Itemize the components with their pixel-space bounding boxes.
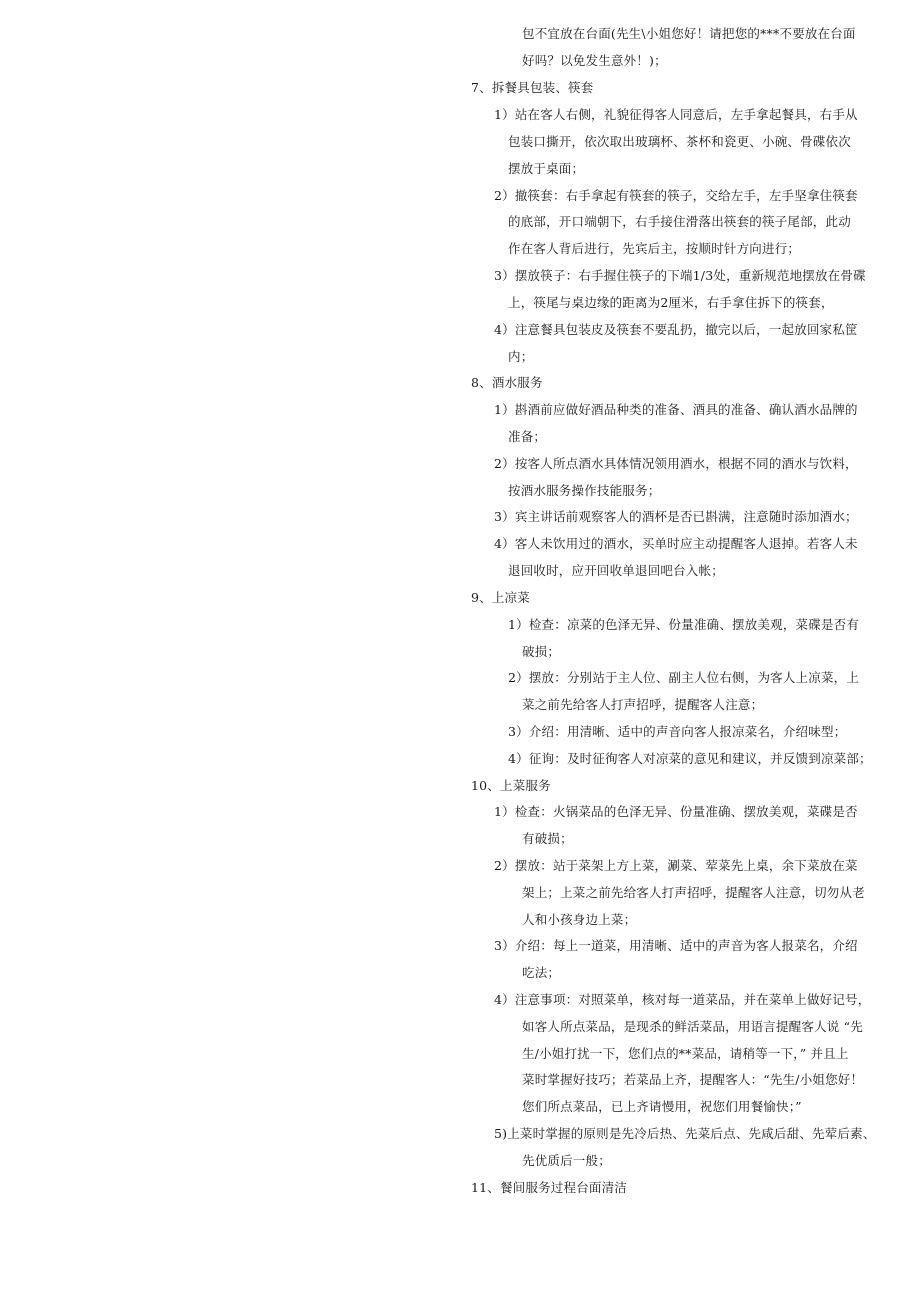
section-heading: 8、酒水服务 — [471, 375, 543, 390]
list-item: 4）客人未饮用过的酒水，买单时应主动提醒客人退掉。若客人未 — [494, 536, 858, 551]
section-heading: 10、上菜服务 — [471, 778, 551, 793]
list-item: 3）介绍：每上一道菜，用清晰、适中的声音为客人报菜名，介绍 — [494, 938, 858, 953]
list-item: 3）介绍：用清晰、适中的声音向客人报凉菜名，介绍味型； — [508, 724, 847, 739]
text-line: 破损； — [522, 644, 561, 659]
section-heading: 11、餐间服务过程台面清洁 — [471, 1180, 628, 1195]
list-item: 5)上菜时掌握的原则是先冷后热、先菜后点、先咸后甜、先荤后素、 — [494, 1126, 876, 1141]
list-item: 2）撤筷套：右手拿起有筷套的筷子，交给左手，左手坚拿住筷套 — [494, 188, 858, 203]
text-line: 退回收时，应开回收单退回吧台入帐； — [508, 563, 724, 578]
list-item: 1）检查：火锅菜品的色泽无异、份量准确、摆放美观，菜碟是否 — [494, 804, 858, 819]
text-line: 摆放于桌面； — [508, 161, 585, 176]
text-line: 人和小孩身边上菜； — [522, 912, 637, 927]
list-item: 2）摆放：分别站于主人位、副主人位右侧，为客人上凉菜，上 — [508, 670, 860, 685]
section-heading: 7、拆餐具包装、筷套 — [471, 80, 594, 95]
text-line: 上，筷尾与桌边缘的距离为2厘米，右手拿住拆下的筷套， — [508, 295, 834, 310]
list-item: 1）站在客人右侧，礼貌征得客人同意后，左手拿起餐具，右手从 — [494, 107, 858, 122]
text-line: 生/小姐打扰一下，您们点的**菜品，请稍等一下，” 并且上 — [522, 1046, 849, 1061]
list-item: 4）注意餐具包装皮及筷套不要乱扔，撤完以后，一起放回家私筐 — [494, 322, 858, 337]
text-line: 包装口撕开，依次取出玻璃杯、茶杯和瓷更、小碗、骨碟依次 — [508, 134, 851, 149]
text-line: 吃法； — [522, 965, 561, 980]
text-line: 菜时掌握好技巧；若菜品上齐，提醒客人：“先生/小姐您好！ — [522, 1072, 864, 1087]
list-item: 2）按客人所点酒水具体情况领用酒水，根据不同的酒水与饮料， — [494, 456, 858, 471]
list-item: 2）摆放：站于菜架上方上菜，涮菜、荤菜先上桌，余下菜放在菜 — [494, 858, 858, 873]
text-line: 菜之前先给客人打声招呼，提醒客人注意； — [522, 697, 764, 712]
text-line: 您们所点菜品，已上齐请慢用，祝您们用餐愉快；” — [522, 1099, 802, 1114]
text-line: 作在客人背后进行，先宾后主，按顺时针方向进行； — [508, 241, 801, 256]
list-item: 4）征询：及时征徇客人对凉菜的意见和建议，并反馈到凉菜部； — [508, 751, 872, 766]
text-line: 先优质后一般； — [522, 1153, 611, 1168]
list-item: 1）检查：凉菜的色泽无异、份量准确、摆放美观，菜碟是否有 — [508, 617, 860, 632]
text-line: 包不宜放在台面(先生\小姐您好！请把您的***不要放在台面 — [522, 26, 856, 41]
text-line: 准备； — [508, 429, 547, 444]
text-line: 的底部，开口端朝下，右手接住滑落出筷套的筷子尾部，此动 — [508, 214, 851, 229]
text-line: 如客人所点菜品，是现杀的鲜活菜品，用语言提醒客人说 “先 — [522, 1019, 863, 1034]
list-item: 3）摆放筷子：右手握住筷子的下端1/3处，重新规范地摆放在骨碟 — [494, 268, 866, 283]
list-item: 3）宾主讲话前观察客人的酒杯是否已斟满，注意随时添加酒水； — [494, 509, 858, 524]
list-item: 1）斟酒前应做好酒品种类的准备、酒具的准备、确认酒水品牌的 — [494, 402, 858, 417]
section-heading: 9、上凉菜 — [471, 590, 530, 605]
text-line: 按酒水服务操作技能服务； — [508, 483, 661, 498]
text-line: 架上；上菜之前先给客人打声招呼，提醒客人注意，切勿从老 — [522, 885, 865, 900]
list-item: 4）注意事项：对照菜单，核对每一道菜品，并在菜单上做好记号， — [494, 992, 871, 1007]
text-line: 好吗？以免发生意外！)； — [522, 53, 667, 68]
text-line: 有破损； — [522, 831, 573, 846]
text-line: 内； — [508, 349, 534, 364]
